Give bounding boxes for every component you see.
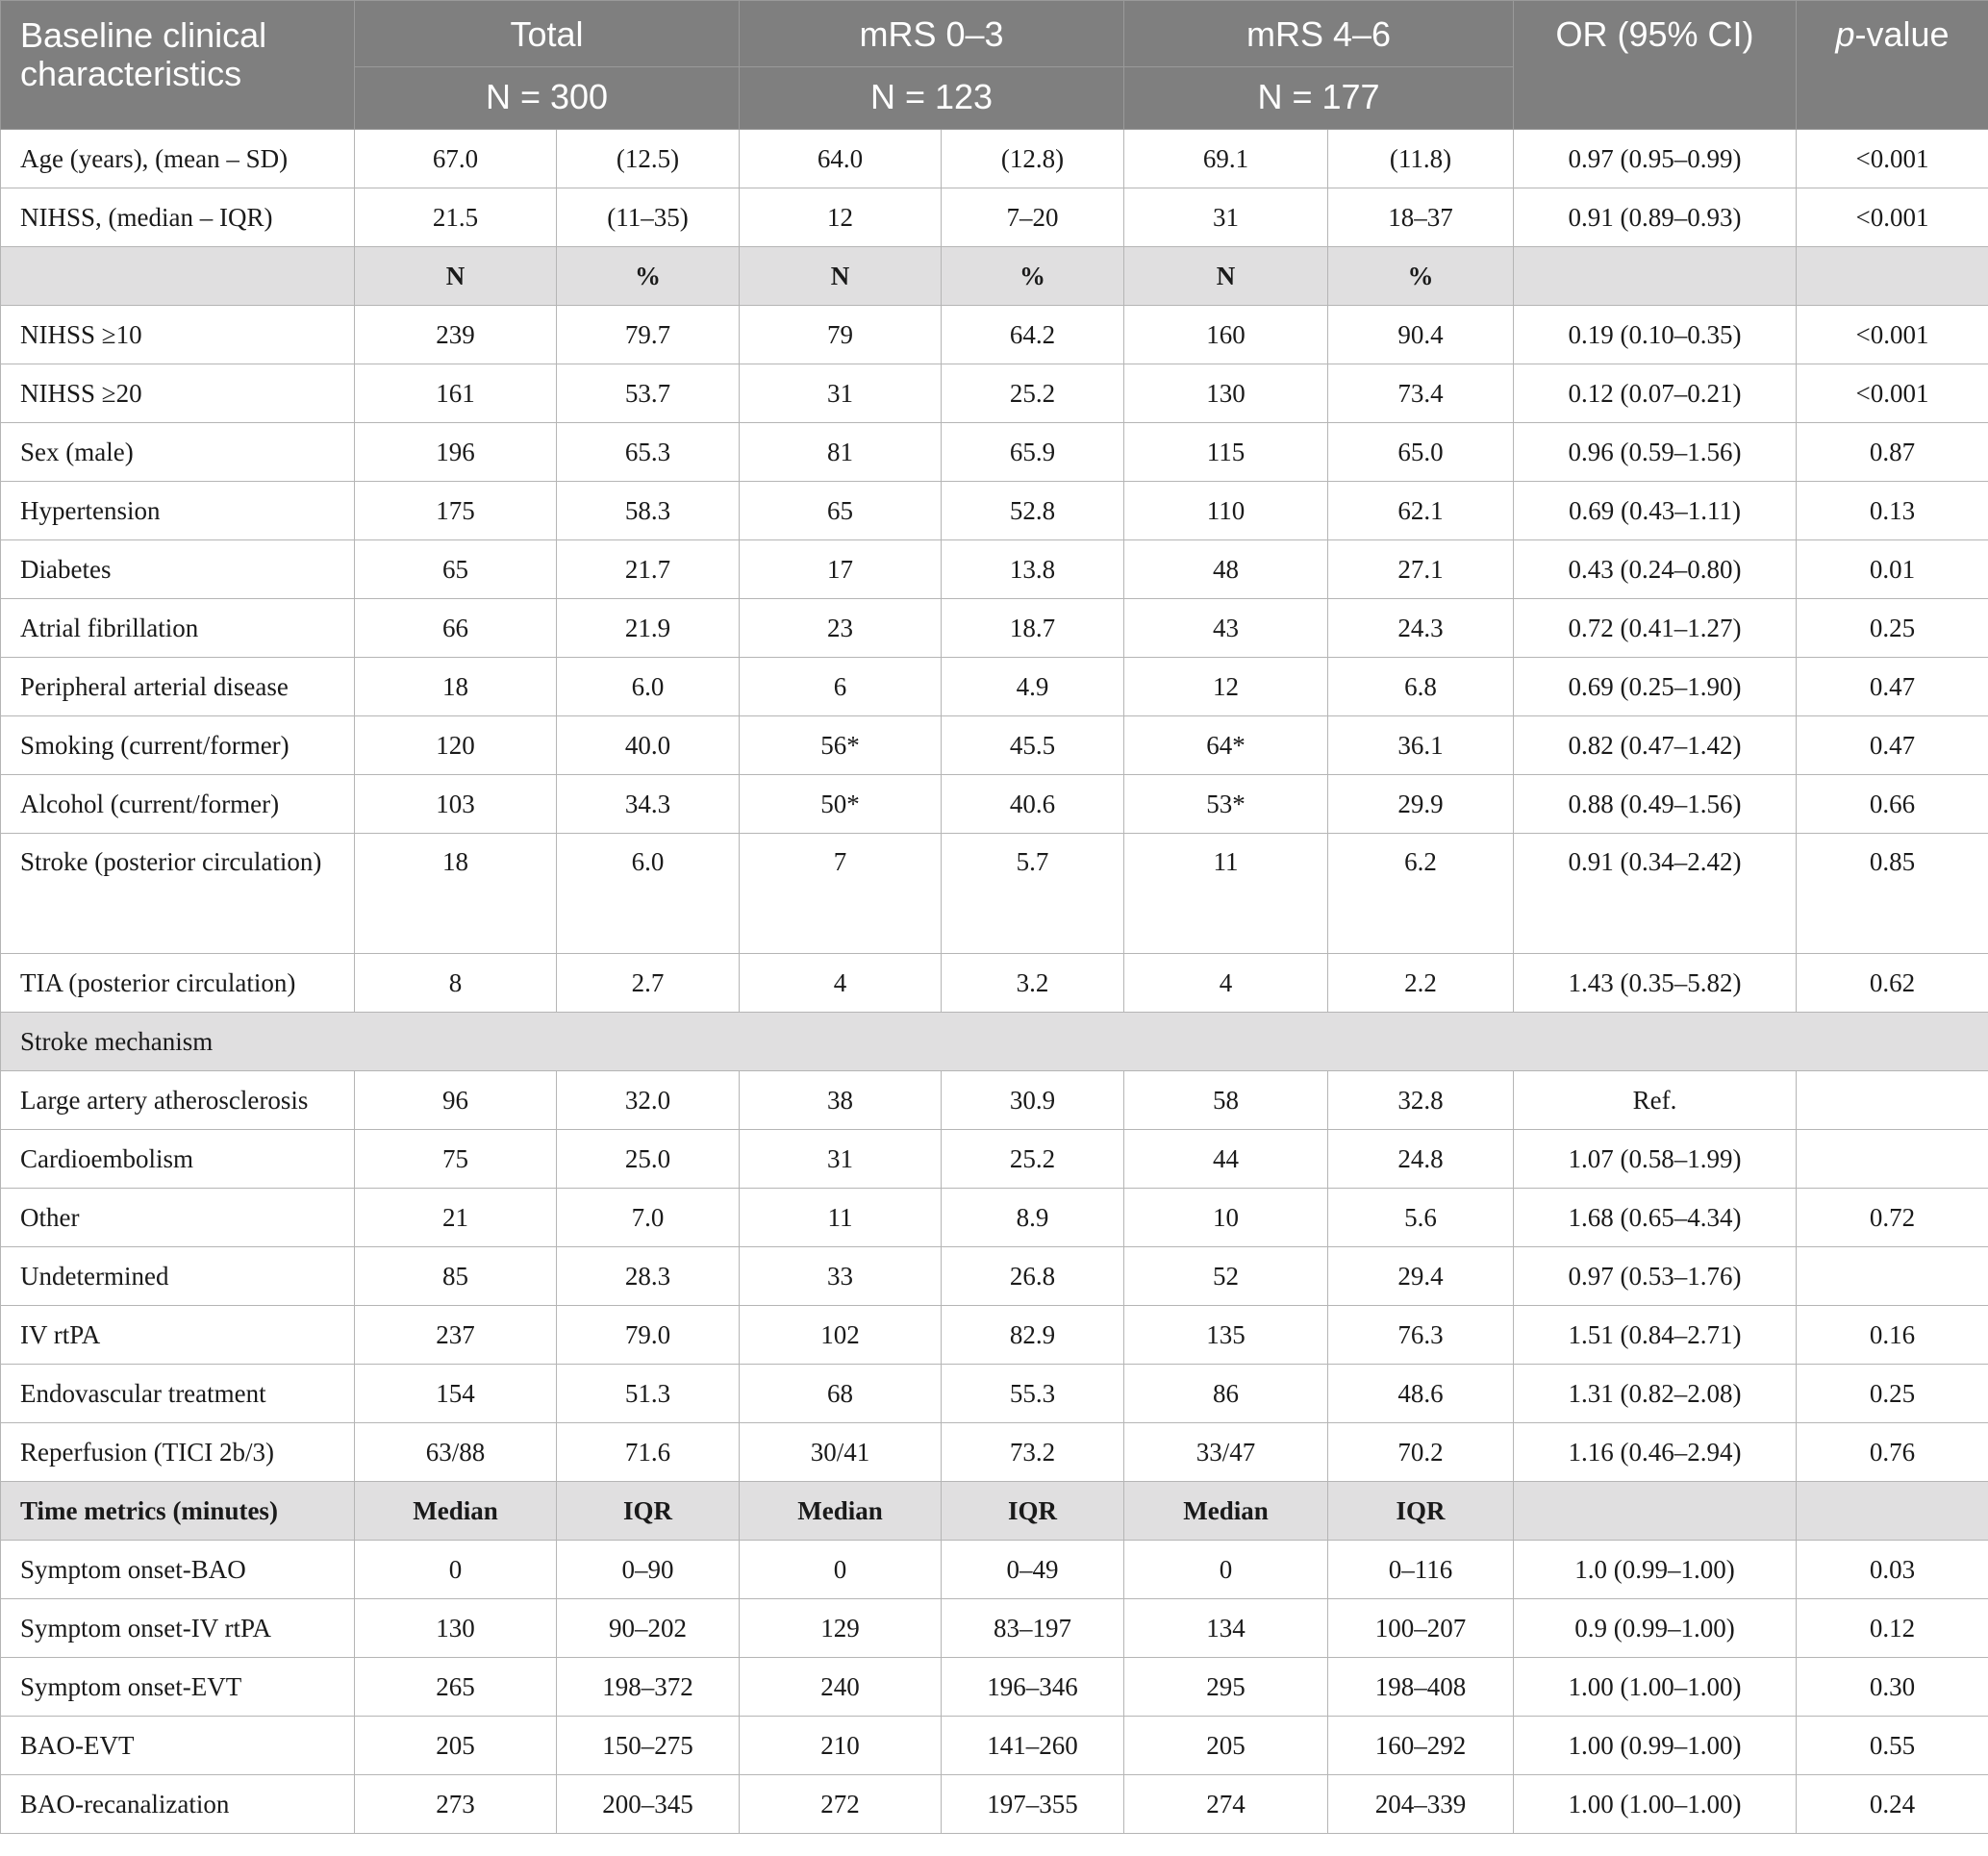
cell-p-value (1797, 247, 1988, 306)
cell-mrs03-n: 11 (740, 1189, 942, 1247)
cell-mrs03-pct: 65.9 (942, 423, 1124, 482)
cell-mrs46-pct: 65.0 (1328, 423, 1514, 482)
table-row (1, 658, 1988, 716)
cell-mrs46-n: 12 (1124, 658, 1328, 716)
cell-mrs03-pct: 13.8 (942, 540, 1124, 599)
header-mrs-0-3-n: N = 123 (740, 67, 1124, 130)
row-label: Smoking (current/former) (1, 716, 355, 775)
cell-odds-ratio: 0.88 (0.49–1.56) (1514, 775, 1797, 834)
cell-mrs03-n: 240 (740, 1658, 942, 1717)
cell-p-value: 0.30 (1797, 1658, 1988, 1717)
table-row (1, 834, 1988, 954)
cell-odds-ratio: 0.97 (0.95–0.99) (1514, 130, 1797, 188)
cell-p-value: 0.25 (1797, 1365, 1988, 1423)
cell-odds-ratio: Ref. (1514, 1071, 1797, 1130)
row-label: BAO-recanalization (1, 1775, 355, 1834)
cell-mrs03-n: 102 (740, 1306, 942, 1365)
cell-mrs03-pct: 0–49 (942, 1541, 1124, 1599)
row-label: Reperfusion (TICI 2b/3) (1, 1423, 355, 1482)
row-label: NIHSS ≥10 (1, 306, 355, 364)
cell-odds-ratio: 1.68 (0.65–4.34) (1514, 1189, 1797, 1247)
cell-p-value (1797, 1247, 1988, 1306)
cell-total-pct: 6.0 (557, 834, 740, 954)
cell-mrs46-n: 135 (1124, 1306, 1328, 1365)
cell-odds-ratio: 0.19 (0.10–0.35) (1514, 306, 1797, 364)
row-label: Stroke mechanism (1, 1013, 1988, 1071)
cell-mrs46-pct: 32.8 (1328, 1071, 1514, 1130)
cell-mrs46-pct: 0–116 (1328, 1541, 1514, 1599)
cell-total-n: 273 (355, 1775, 557, 1834)
table-row (1, 1071, 1988, 1130)
cell-mrs46-pct: % (1328, 247, 1514, 306)
header-mrs-4-6-n: N = 177 (1124, 67, 1514, 130)
row-label: Symptom onset-IV rtPA (1, 1599, 355, 1658)
row-label: NIHSS ≥20 (1, 364, 355, 423)
cell-total-n: 96 (355, 1071, 557, 1130)
table-row (1, 188, 1988, 247)
table-row (1, 130, 1988, 188)
table-row (1, 954, 1988, 1013)
table-row (1, 306, 1988, 364)
cell-mrs46-n: Median (1124, 1482, 1328, 1541)
table-row (1, 1775, 1988, 1834)
cell-total-n: 18 (355, 834, 557, 954)
table-row (1, 247, 1988, 306)
cell-total-pct: 58.3 (557, 482, 740, 540)
cell-mrs46-pct: 6.8 (1328, 658, 1514, 716)
cell-mrs46-pct: 5.6 (1328, 1189, 1514, 1247)
cell-mrs03-n: 56* (740, 716, 942, 775)
table-row (1, 1247, 1988, 1306)
row-label: Large artery atherosclerosis (1, 1071, 355, 1130)
cell-mrs46-n: 31 (1124, 188, 1328, 247)
cell-mrs03-n: 50* (740, 775, 942, 834)
cell-mrs46-pct: 198–408 (1328, 1658, 1514, 1717)
row-label: Symptom onset-BAO (1, 1541, 355, 1599)
cell-total-n: N (355, 247, 557, 306)
cell-odds-ratio: 1.31 (0.82–2.08) (1514, 1365, 1797, 1423)
cell-mrs46-pct: (11.8) (1328, 130, 1514, 188)
cell-mrs03-n: 23 (740, 599, 942, 658)
cell-mrs03-n: 129 (740, 1599, 942, 1658)
cell-mrs03-pct: 73.2 (942, 1423, 1124, 1482)
cell-p-value: 0.03 (1797, 1541, 1988, 1599)
table-row (1, 1658, 1988, 1717)
cell-mrs03-pct: 18.7 (942, 599, 1124, 658)
cell-total-pct: 21.9 (557, 599, 740, 658)
cell-mrs46-n: N (1124, 247, 1328, 306)
cell-mrs46-pct: 48.6 (1328, 1365, 1514, 1423)
row-label: Atrial fibrillation (1, 599, 355, 658)
cell-p-value: 0.85 (1797, 834, 1988, 954)
cell-odds-ratio: 0.82 (0.47–1.42) (1514, 716, 1797, 775)
cell-mrs46-pct: 62.1 (1328, 482, 1514, 540)
cell-mrs03-pct: 8.9 (942, 1189, 1124, 1247)
cell-mrs46-n: 53* (1124, 775, 1328, 834)
cell-total-n: 75 (355, 1130, 557, 1189)
cell-mrs46-n: 86 (1124, 1365, 1328, 1423)
cell-mrs46-pct: 70.2 (1328, 1423, 1514, 1482)
cell-mrs46-pct: 2.2 (1328, 954, 1514, 1013)
cell-p-value: 0.12 (1797, 1599, 1988, 1658)
cell-mrs03-n: 79 (740, 306, 942, 364)
cell-mrs46-n: 115 (1124, 423, 1328, 482)
cell-p-value: <0.001 (1797, 306, 1988, 364)
row-label: BAO-EVT (1, 1717, 355, 1775)
cell-odds-ratio: 0.69 (0.43–1.11) (1514, 482, 1797, 540)
cell-total-pct: IQR (557, 1482, 740, 1541)
cell-mrs03-n: 210 (740, 1717, 942, 1775)
cell-mrs03-pct: 45.5 (942, 716, 1124, 775)
table-row (1, 716, 1988, 775)
cell-mrs46-n: 160 (1124, 306, 1328, 364)
cell-total-n: 21 (355, 1189, 557, 1247)
row-label: IV rtPA (1, 1306, 355, 1365)
cell-mrs46-n: 134 (1124, 1599, 1328, 1658)
cell-total-n: 265 (355, 1658, 557, 1717)
cell-mrs03-n: 65 (740, 482, 942, 540)
cell-p-value: 0.16 (1797, 1306, 1988, 1365)
header-p-rest: -value (1854, 14, 1950, 54)
cell-mrs03-n: 33 (740, 1247, 942, 1306)
cell-mrs46-pct: 29.9 (1328, 775, 1514, 834)
cell-mrs46-pct: 36.1 (1328, 716, 1514, 775)
cell-mrs03-pct: 196–346 (942, 1658, 1124, 1717)
cell-total-n: 65 (355, 540, 557, 599)
cell-mrs46-pct: 100–207 (1328, 1599, 1514, 1658)
table-row (1, 1599, 1988, 1658)
cell-total-pct: 0–90 (557, 1541, 740, 1599)
cell-mrs03-pct: 40.6 (942, 775, 1124, 834)
cell-mrs46-pct: 27.1 (1328, 540, 1514, 599)
cell-mrs03-n: 30/41 (740, 1423, 942, 1482)
cell-mrs03-n: 6 (740, 658, 942, 716)
cell-mrs46-pct: 18–37 (1328, 188, 1514, 247)
row-label: Stroke (posterior circulation) (1, 834, 355, 954)
cell-mrs46-n: 33/47 (1124, 1423, 1328, 1482)
cell-total-pct: 40.0 (557, 716, 740, 775)
row-label (1, 247, 355, 306)
cell-total-pct: 2.7 (557, 954, 740, 1013)
cell-odds-ratio: 1.16 (0.46–2.94) (1514, 1423, 1797, 1482)
row-label: Alcohol (current/former) (1, 775, 355, 834)
cell-mrs46-n: 0 (1124, 1541, 1328, 1599)
cell-total-pct: 150–275 (557, 1717, 740, 1775)
cell-total-pct: 32.0 (557, 1071, 740, 1130)
cell-mrs03-pct: 64.2 (942, 306, 1124, 364)
table-row (1, 599, 1988, 658)
table-row (1, 482, 1988, 540)
cell-odds-ratio: 0.91 (0.89–0.93) (1514, 188, 1797, 247)
header-mrs-4-6: mRS 4–6 (1124, 1, 1514, 67)
cell-p-value: <0.001 (1797, 188, 1988, 247)
cell-odds-ratio: 0.96 (0.59–1.56) (1514, 423, 1797, 482)
cell-odds-ratio: 1.07 (0.58–1.99) (1514, 1130, 1797, 1189)
cell-odds-ratio: 0.12 (0.07–0.21) (1514, 364, 1797, 423)
cell-mrs46-n: 44 (1124, 1130, 1328, 1189)
row-label: Age (years), (mean – SD) (1, 130, 355, 188)
cell-mrs03-pct: 141–260 (942, 1717, 1124, 1775)
cell-p-value: <0.001 (1797, 130, 1988, 188)
table-row (1, 364, 1988, 423)
cell-mrs03-pct: 26.8 (942, 1247, 1124, 1306)
cell-total-pct: 79.7 (557, 306, 740, 364)
table-row (1, 1482, 1988, 1541)
cell-mrs46-n: 10 (1124, 1189, 1328, 1247)
cell-mrs03-n: 4 (740, 954, 942, 1013)
cell-p-value: 0.87 (1797, 423, 1988, 482)
cell-mrs03-pct: 4.9 (942, 658, 1124, 716)
table-row (1, 540, 1988, 599)
cell-mrs46-pct: 90.4 (1328, 306, 1514, 364)
cell-odds-ratio: 1.00 (1.00–1.00) (1514, 1658, 1797, 1717)
cell-mrs03-pct: 25.2 (942, 1130, 1124, 1189)
cell-odds-ratio: 0.97 (0.53–1.76) (1514, 1247, 1797, 1306)
cell-total-n: 0 (355, 1541, 557, 1599)
cell-odds-ratio: 0.43 (0.24–0.80) (1514, 540, 1797, 599)
cell-mrs03-pct: IQR (942, 1482, 1124, 1541)
cell-mrs03-pct: 5.7 (942, 834, 1124, 954)
cell-odds-ratio: 1.43 (0.35–5.82) (1514, 954, 1797, 1013)
cell-total-pct: 200–345 (557, 1775, 740, 1834)
cell-mrs46-pct: 160–292 (1328, 1717, 1514, 1775)
row-label: Time metrics (minutes) (1, 1482, 355, 1541)
row-label: Other (1, 1189, 355, 1247)
cell-mrs03-pct: 25.2 (942, 364, 1124, 423)
cell-mrs46-pct: 76.3 (1328, 1306, 1514, 1365)
cell-p-value (1797, 1071, 1988, 1130)
cell-total-pct: 7.0 (557, 1189, 740, 1247)
cell-mrs03-pct: 82.9 (942, 1306, 1124, 1365)
cell-mrs46-n: 64* (1124, 716, 1328, 775)
cell-mrs03-pct: 55.3 (942, 1365, 1124, 1423)
row-label: Sex (male) (1, 423, 355, 482)
header-mrs-0-3: mRS 0–3 (740, 1, 1124, 67)
cell-mrs46-pct: 24.8 (1328, 1130, 1514, 1189)
cell-total-n: 85 (355, 1247, 557, 1306)
cell-p-value: 0.25 (1797, 599, 1988, 658)
cell-total-pct: 25.0 (557, 1130, 740, 1189)
cell-total-n: 161 (355, 364, 557, 423)
cell-total-n: 175 (355, 482, 557, 540)
cell-mrs03-pct: (12.8) (942, 130, 1124, 188)
cell-mrs03-n: Median (740, 1482, 942, 1541)
cell-total-pct: 51.3 (557, 1365, 740, 1423)
cell-mrs46-n: 205 (1124, 1717, 1328, 1775)
cell-odds-ratio: 0.72 (0.41–1.27) (1514, 599, 1797, 658)
cell-p-value: 0.72 (1797, 1189, 1988, 1247)
cell-total-pct: 79.0 (557, 1306, 740, 1365)
cell-total-n: 237 (355, 1306, 557, 1365)
cell-total-pct: 6.0 (557, 658, 740, 716)
cell-total-pct: 21.7 (557, 540, 740, 599)
table-row (1, 1130, 1988, 1189)
cell-mrs46-n: 52 (1124, 1247, 1328, 1306)
row-label: Diabetes (1, 540, 355, 599)
cell-total-n: 120 (355, 716, 557, 775)
cell-total-n: 154 (355, 1365, 557, 1423)
cell-total-n: 196 (355, 423, 557, 482)
row-label: Symptom onset-EVT (1, 1658, 355, 1717)
cell-p-value: 0.62 (1797, 954, 1988, 1013)
cell-p-value: 0.76 (1797, 1423, 1988, 1482)
row-label: Endovascular treatment (1, 1365, 355, 1423)
cell-p-value: 0.55 (1797, 1717, 1988, 1775)
cell-total-n: 8 (355, 954, 557, 1013)
header-characteristics: Baseline clinical characteristics (1, 1, 355, 130)
cell-p-value: 0.24 (1797, 1775, 1988, 1834)
table-row (1, 1717, 1988, 1775)
cell-total-n: 239 (355, 306, 557, 364)
cell-odds-ratio: 0.9 (0.99–1.00) (1514, 1599, 1797, 1658)
cell-p-value: 0.66 (1797, 775, 1988, 834)
cell-mrs03-n: 0 (740, 1541, 942, 1599)
row-label: Cardioembolism (1, 1130, 355, 1189)
cell-mrs03-n: 31 (740, 1130, 942, 1189)
row-label: Peripheral arterial disease (1, 658, 355, 716)
cell-odds-ratio: 1.00 (0.99–1.00) (1514, 1717, 1797, 1775)
table-row (1, 1306, 1988, 1365)
cell-total-pct: 28.3 (557, 1247, 740, 1306)
cell-mrs46-n: 43 (1124, 599, 1328, 658)
cell-mrs46-n: 130 (1124, 364, 1328, 423)
cell-total-pct: 198–372 (557, 1658, 740, 1717)
cell-total-n: Median (355, 1482, 557, 1541)
cell-odds-ratio (1514, 247, 1797, 306)
cell-p-value: 0.01 (1797, 540, 1988, 599)
header-p-italic: p (1835, 14, 1855, 54)
cell-total-n: 205 (355, 1717, 557, 1775)
cell-mrs03-n: 272 (740, 1775, 942, 1834)
header-odds-ratio: OR (95% CI) (1514, 1, 1797, 130)
cell-total-pct: % (557, 247, 740, 306)
row-label: Hypertension (1, 482, 355, 540)
row-label: TIA (posterior circulation) (1, 954, 355, 1013)
cell-total-n: 67.0 (355, 130, 557, 188)
cell-odds-ratio (1514, 1482, 1797, 1541)
cell-mrs03-n: 38 (740, 1071, 942, 1130)
cell-odds-ratio: 1.51 (0.84–2.71) (1514, 1306, 1797, 1365)
cell-total-pct: (12.5) (557, 130, 740, 188)
cell-total-n: 18 (355, 658, 557, 716)
cell-mrs46-pct: 29.4 (1328, 1247, 1514, 1306)
table-row (1, 775, 1988, 834)
cell-odds-ratio: 1.00 (1.00–1.00) (1514, 1775, 1797, 1834)
header-total-n: N = 300 (355, 67, 740, 130)
cell-total-n: 66 (355, 599, 557, 658)
cell-total-pct: 90–202 (557, 1599, 740, 1658)
cell-p-value: 0.47 (1797, 658, 1988, 716)
cell-total-pct: 71.6 (557, 1423, 740, 1482)
cell-p-value: 0.13 (1797, 482, 1988, 540)
header-total: Total (355, 1, 740, 67)
cell-p-value: <0.001 (1797, 364, 1988, 423)
header-p-value (1797, 1, 1988, 130)
cell-total-n: 103 (355, 775, 557, 834)
row-label: NIHSS, (median – IQR) (1, 188, 355, 247)
table-row (1, 1423, 1988, 1482)
row-label: Undetermined (1, 1247, 355, 1306)
cell-mrs46-pct: 73.4 (1328, 364, 1514, 423)
cell-mrs46-n: 110 (1124, 482, 1328, 540)
cell-p-value: 0.47 (1797, 716, 1988, 775)
cell-total-pct: 34.3 (557, 775, 740, 834)
cell-mrs46-n: 58 (1124, 1071, 1328, 1130)
table-row (1, 1541, 1988, 1599)
cell-mrs03-n: 31 (740, 364, 942, 423)
cell-mrs03-pct: 30.9 (942, 1071, 1124, 1130)
cell-total-pct: 53.7 (557, 364, 740, 423)
cell-mrs03-n: N (740, 247, 942, 306)
cell-mrs46-pct: IQR (1328, 1482, 1514, 1541)
cell-mrs03-n: 7 (740, 834, 942, 954)
table-row (1, 423, 1988, 482)
cell-odds-ratio: 1.0 (0.99–1.00) (1514, 1541, 1797, 1599)
cell-mrs03-pct: 3.2 (942, 954, 1124, 1013)
cell-mrs46-n: 4 (1124, 954, 1328, 1013)
cell-total-n: 63/88 (355, 1423, 557, 1482)
cell-mrs03-n: 17 (740, 540, 942, 599)
table-body (1, 130, 1988, 1834)
cell-mrs46-n: 11 (1124, 834, 1328, 954)
cell-odds-ratio: 0.91 (0.34–2.42) (1514, 834, 1797, 954)
cell-p-value (1797, 1130, 1988, 1189)
cell-total-pct: 65.3 (557, 423, 740, 482)
cell-mrs46-n: 295 (1124, 1658, 1328, 1717)
cell-mrs46-pct: 204–339 (1328, 1775, 1514, 1834)
cell-total-n: 21.5 (355, 188, 557, 247)
cell-mrs03-n: 68 (740, 1365, 942, 1423)
cell-mrs46-pct: 6.2 (1328, 834, 1514, 954)
cell-mrs03-pct: % (942, 247, 1124, 306)
cell-total-n: 130 (355, 1599, 557, 1658)
cell-odds-ratio: 0.69 (0.25–1.90) (1514, 658, 1797, 716)
cell-mrs03-pct: 197–355 (942, 1775, 1124, 1834)
cell-mrs46-n: 69.1 (1124, 130, 1328, 188)
cell-mrs03-pct: 7–20 (942, 188, 1124, 247)
cell-mrs46-pct: 24.3 (1328, 599, 1514, 658)
cell-mrs03-n: 64.0 (740, 130, 942, 188)
table-row (1, 1189, 1988, 1247)
cell-mrs03-n: 81 (740, 423, 942, 482)
cell-total-pct: (11–35) (557, 188, 740, 247)
cell-p-value (1797, 1482, 1988, 1541)
cell-mrs46-n: 274 (1124, 1775, 1328, 1834)
cell-mrs46-n: 48 (1124, 540, 1328, 599)
cell-mrs03-pct: 52.8 (942, 482, 1124, 540)
table-header (1, 1, 1988, 130)
table-row (1, 1013, 1988, 1071)
cell-mrs03-n: 12 (740, 188, 942, 247)
table-row (1, 1365, 1988, 1423)
cell-mrs03-pct: 83–197 (942, 1599, 1124, 1658)
